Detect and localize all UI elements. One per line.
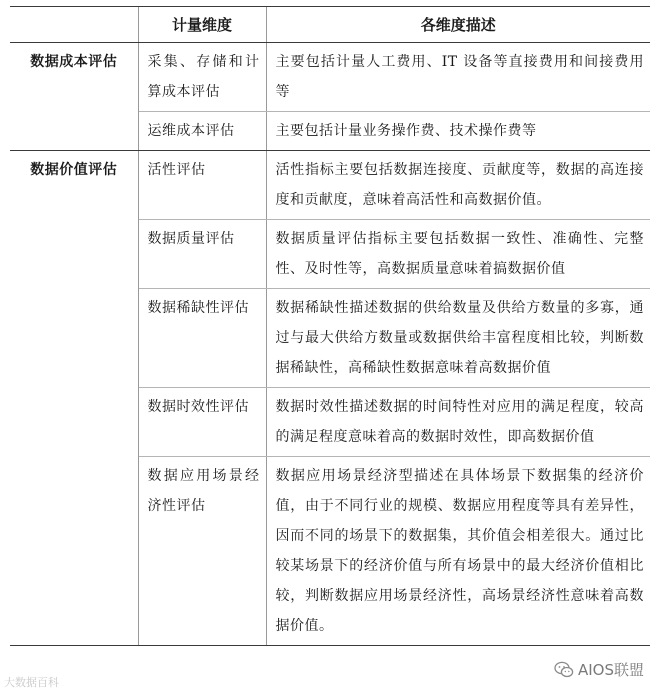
wechat-icon xyxy=(554,661,574,679)
description-cell: 数据时效性描述数据的时间特性对应用的满足程度，较高的满足程度意味着高的数据时效性，即高数据价值 xyxy=(266,388,650,457)
description-cell: 活性指标主要包括数据连接度、贡献度等，数据的高连接度和贡献度，意味着高活性和高数据价值。 xyxy=(266,151,650,220)
table-row xyxy=(10,151,650,220)
header-dimension: 计量维度 xyxy=(138,7,266,43)
category-value-evaluation: 数据价值评估 xyxy=(10,151,138,646)
header-description: 各维度描述 xyxy=(266,7,650,43)
description-cell: 主要包括计量业务操作费、技术操作费等 xyxy=(266,112,650,151)
description-cell: 数据应用场景经济型描述在具体场景下数据集的经济价值，由于不同行业的规模、数据应用程度等具有差异性，因而不同的场景下的数据集，其价值会相差很大。通过比较某场景下的经济价值与所有场景中的最大经济价值相比较，判断数据应用场景经济性，高场景经济性意味着高数据价值。 xyxy=(266,457,650,646)
dimension-cell: 数据应用场景经济性评估 xyxy=(138,457,266,646)
dimension-cell: 活性评估 xyxy=(138,151,266,220)
watermark-right xyxy=(554,659,644,680)
dimension-cell: 数据时效性评估 xyxy=(138,388,266,457)
watermark-right-label: AIOS联盟 xyxy=(577,661,644,679)
description-cell: 数据稀缺性描述数据的供给数量及供给方数量的多寡，通过与最大供给方数量或数据供给丰富程度相比较，判断数据稀缺性，高稀缺性数据意味着高数据价值 xyxy=(266,289,650,388)
dimension-cell: 数据质量评估 xyxy=(138,220,266,289)
dimension-cell: 运维成本评估 xyxy=(138,112,266,151)
watermark-left: 大数据百科 xyxy=(4,676,59,689)
table-row xyxy=(10,43,650,112)
description-cell: 数据质量评估指标主要包括数据一致性、准确性、完整性、及时性等，高数据质量意味着搞数据价值 xyxy=(266,220,650,289)
category-cost-evaluation: 数据成本评估 xyxy=(10,43,138,151)
dimension-cell: 采集、存储和计算成本评估 xyxy=(138,43,266,112)
table-header-row xyxy=(10,7,650,43)
data-evaluation-table xyxy=(10,6,650,646)
dimension-cell: 数据稀缺性评估 xyxy=(138,289,266,388)
header-category xyxy=(10,7,138,43)
description-cell: 主要包括计量人工费用、IT 设备等直接费用和间接费用等 xyxy=(266,43,650,112)
